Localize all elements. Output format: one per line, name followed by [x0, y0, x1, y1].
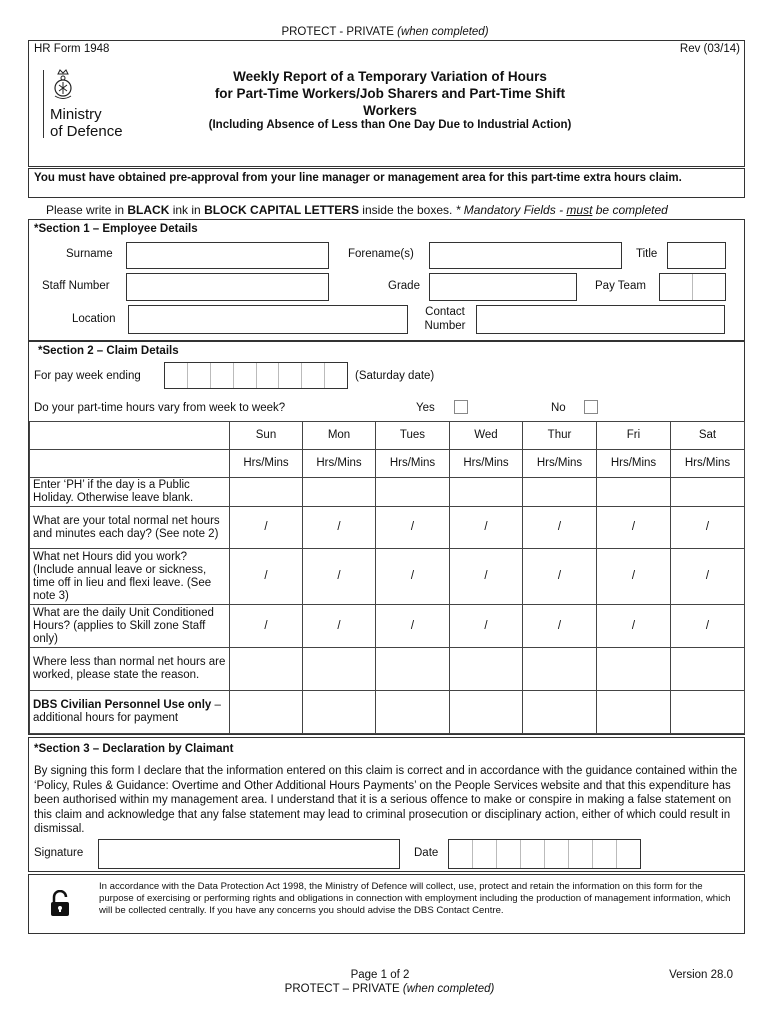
yes-checkbox[interactable] [454, 400, 468, 414]
table-row [30, 478, 745, 507]
unit-label: Hrs/Mins [303, 450, 376, 478]
day-header: Fri [597, 422, 671, 450]
table-row [30, 605, 745, 648]
section3-title: *Section 3 – Declaration by Claimant [34, 743, 234, 755]
contact-number-input[interactable] [476, 305, 725, 334]
pay-week-label: For pay week ending [34, 370, 141, 382]
org-name: Ministry of Defence [50, 106, 123, 140]
logo-rule [43, 70, 44, 138]
no-label: No [551, 402, 566, 414]
unit-label: Hrs/Mins [597, 450, 671, 478]
hours-cell[interactable]: / [523, 605, 597, 648]
grade-input[interactable] [429, 273, 577, 301]
signature-input[interactable] [98, 839, 400, 869]
staff-number-label: Staff Number [42, 280, 110, 292]
location-label: Location [72, 313, 116, 325]
dbs-cell[interactable] [376, 691, 450, 734]
yes-label: Yes [416, 402, 435, 414]
title-label: Title [636, 248, 658, 260]
hours-cell[interactable]: / [303, 507, 376, 549]
hours-cell[interactable]: / [230, 549, 303, 605]
saturday-note: (Saturday date) [355, 370, 435, 382]
unit-label: Hrs/Mins [450, 450, 523, 478]
hours-cell[interactable]: / [230, 507, 303, 549]
pay-team-label: Pay Team [595, 280, 646, 292]
title-input[interactable] [667, 242, 726, 269]
dbs-cell[interactable] [230, 691, 303, 734]
hours-cell[interactable]: / [597, 507, 671, 549]
form-subtitle: (Including Absence of Less than One Day Due to Industrial Action) [208, 119, 572, 131]
dbs-cell[interactable] [523, 691, 597, 734]
no-checkbox[interactable] [584, 400, 598, 414]
hours-cell[interactable]: / [450, 549, 523, 605]
pay-week-date-input[interactable] [164, 362, 348, 389]
reason-cell[interactable] [230, 648, 303, 691]
declaration-text: By signing this form I declare that the information entered on this claim is correct and in accordance with the guidance contained within the ‘Policy, Rules & Guidance: Overtime and Other Additional Hours Payments’ on the People Services website and that this expenditure has been authorised within my management area. I understand that it is a serious offence to make or conspire in making a false statement on this claim and acknowledge that any false statement may lead to criminal prosecution or disciplinary action, either of which could result in dismissal. [34, 765, 738, 835]
protect-marking-top: PROTECT - PRIVATE (when completed) [281, 26, 489, 38]
hours-cell[interactable]: / [230, 605, 303, 648]
hours-cell[interactable] [671, 478, 745, 507]
row-label: DBS Civilian Personnel Use only – additional hours for payment [30, 691, 230, 734]
version: Version 28.0 [669, 969, 733, 981]
hours-cell[interactable]: / [376, 605, 450, 648]
hours-cell[interactable] [230, 478, 303, 507]
dbs-cell[interactable] [450, 691, 523, 734]
hours-cell[interactable]: / [523, 549, 597, 605]
unit-header-row [30, 450, 745, 478]
staff-number-input[interactable] [126, 273, 329, 301]
padlock-icon [49, 890, 71, 918]
hours-cell[interactable]: / [523, 507, 597, 549]
section1-title: *Section 1 – Employee Details [34, 223, 198, 235]
pay-team-input[interactable] [659, 273, 726, 301]
surname-input[interactable] [126, 242, 329, 269]
day-header: Mon [303, 422, 376, 450]
protect-marking-bottom: PROTECT – PRIVATE (when completed) [284, 983, 495, 995]
day-header: Wed [450, 422, 523, 450]
data-protection-text: In accordance with the Data Protection Act 1998, the Ministry of Defence will collect, use, protect and retain the information on this form for the purpose of exercising or performing rights and obligations in connection with employment including the production of management information, which will be collected centrally. If you have any concerns you should advise the DBS Contact Centre. [99, 881, 731, 916]
form-title: Weekly Report of a Temporary Variation of Hours for Part-Time Workers/Job Sharers and Part-Time Shift Workers [214, 69, 566, 118]
row-label: What are the daily Unit Conditioned Hours? (applies to Skill zone Staff only) [30, 605, 230, 648]
hours-cell[interactable]: / [597, 549, 671, 605]
page-number: Page 1 of 2 [350, 969, 410, 981]
unit-label: Hrs/Mins [523, 450, 597, 478]
hours-cell[interactable] [376, 478, 450, 507]
reason-cell[interactable] [597, 648, 671, 691]
form-number: HR Form 1948 [34, 43, 110, 55]
hours-cell[interactable]: / [671, 605, 745, 648]
row-label: What are your total normal net hours and minutes each day? (See note 2) [30, 507, 230, 549]
unit-label: Hrs/Mins [671, 450, 745, 478]
reason-cell[interactable] [303, 648, 376, 691]
section2-title: *Section 2 – Claim Details [38, 345, 179, 357]
hours-cell[interactable]: / [671, 507, 745, 549]
dbs-cell[interactable] [597, 691, 671, 734]
hours-cell[interactable] [450, 478, 523, 507]
table-row [30, 648, 745, 691]
table-row [30, 691, 745, 734]
unit-label: Hrs/Mins [230, 450, 303, 478]
day-header: Sun [230, 422, 303, 450]
row-label: Where less than normal net hours are worked, please state the reason. [30, 648, 230, 691]
location-input[interactable] [128, 305, 408, 334]
reason-cell[interactable] [671, 648, 745, 691]
vary-question: Do your part-time hours vary from week to week? [34, 402, 286, 414]
forenames-label: Forename(s) [348, 248, 414, 260]
revision: Rev (03/14) [679, 43, 740, 55]
hours-cell[interactable]: / [450, 507, 523, 549]
unit-label: Hrs/Mins [376, 450, 450, 478]
claim-table [29, 421, 745, 734]
hours-cell[interactable]: / [376, 507, 450, 549]
instructions: Please write in BLACK ink in BLOCK CAPITAL LETTERS inside the boxes. * Mandatory Fields - must be completed [46, 203, 668, 217]
day-header-row [30, 422, 745, 450]
day-header: Sat [671, 422, 745, 450]
crest-icon [50, 68, 76, 104]
hours-cell[interactable]: / [671, 549, 745, 605]
hours-cell[interactable]: / [376, 549, 450, 605]
reason-cell[interactable] [523, 648, 597, 691]
hours-cell[interactable] [523, 478, 597, 507]
grade-label: Grade [388, 280, 420, 292]
date-label: Date [414, 847, 439, 859]
signature-label: Signature [34, 847, 84, 859]
table-row [30, 549, 745, 605]
hours-cell[interactable] [303, 478, 376, 507]
row-label: Enter ‘PH’ if the day is a Public Holiday. Otherwise leave blank. [30, 478, 230, 507]
approval-notice: You must have obtained pre-approval from your line manager or management area for this part-time extra hours claim. [34, 172, 682, 184]
hours-cell[interactable]: / [303, 549, 376, 605]
day-header: Thur [523, 422, 597, 450]
hours-cell[interactable]: / [303, 605, 376, 648]
row-label: What net Hours did you work? (Include annual leave or sickness, time off in lieu and flexi leave. (See note 3) [30, 549, 230, 605]
forenames-input[interactable] [429, 242, 622, 269]
hours-cell[interactable]: / [597, 605, 671, 648]
hours-cell[interactable]: / [450, 605, 523, 648]
table-row [30, 507, 745, 549]
day-header: Tues [376, 422, 450, 450]
surname-label: Surname [66, 248, 113, 260]
date-input[interactable] [448, 839, 641, 869]
dbs-cell[interactable] [671, 691, 745, 734]
contact-number-label: Contact Number [424, 306, 466, 332]
reason-cell[interactable] [450, 648, 523, 691]
dbs-cell[interactable] [303, 691, 376, 734]
hours-cell[interactable] [597, 478, 671, 507]
reason-cell[interactable] [376, 648, 450, 691]
